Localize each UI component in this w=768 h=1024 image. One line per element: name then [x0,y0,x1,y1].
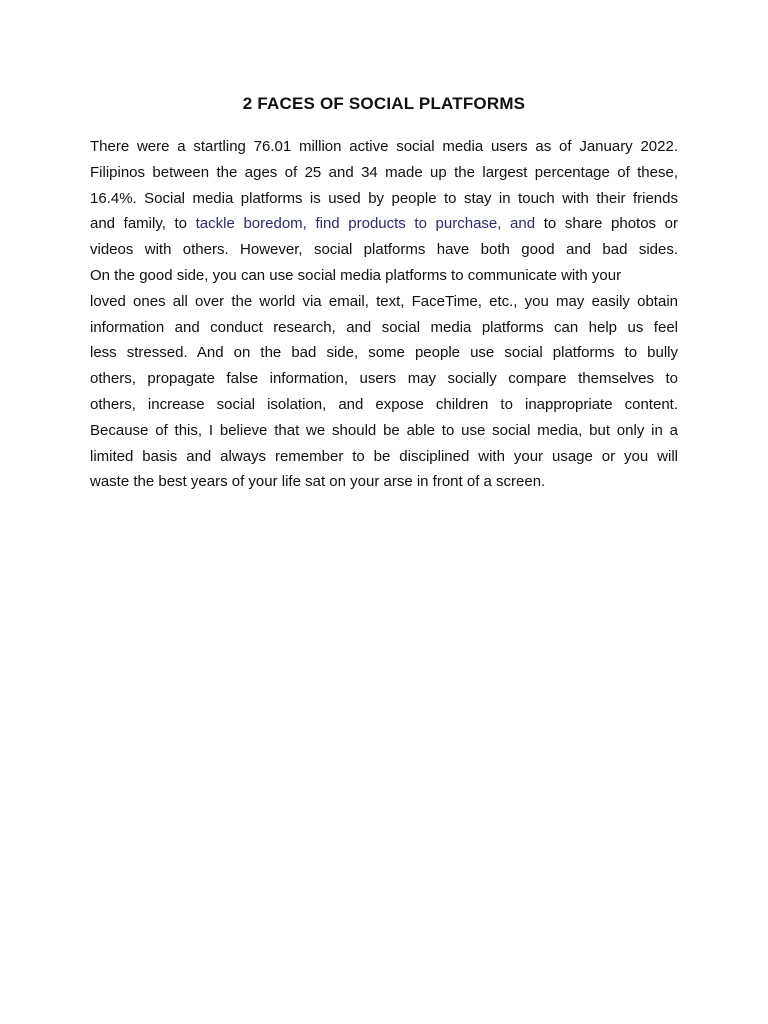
line-text-before: and family, to [90,215,196,233]
paragraph-line [90,211,678,237]
paragraph-line: waste the best years of your life sat on your arse in front of a screen. [90,473,546,491]
paragraph-line: limited basis and always remember to be disciplined with your usage or you will [90,447,678,465]
paragraph-line: videos with others. However, social platforms have both good and bad sides. [90,241,678,259]
paragraph-line: Filipinos between the ages of 25 and 34 made up the largest percentage of these, [90,163,678,181]
paragraph-line: others, propagate false information, users may socially compare themselves to [90,370,678,388]
paragraph-line: There were a startling 76.01 million active social media users as of January 2022. [90,138,678,155]
highlighted-phrase: tackle boredom, find products to purchase, and [195,215,536,233]
paragraph-line: less stressed. And on the bad side, some people use social platforms to bully [90,344,678,362]
document-title: 2 FACES OF SOCIAL PLATFORMS [242,94,526,113]
paragraph-line: loved ones all over the world via email, text, FaceTime, etc., you may easily obtain [90,292,678,310]
paragraph-line: Because of this, I believe that we should be able to use social media, but only in a [90,421,678,439]
line-text-after: to share photos or [535,215,679,233]
paragraph-line: 16.4%. Social media platforms is used by people to stay in touch with their friends [90,189,678,207]
paragraph-line: On the good side, you can use social media platforms to communicate with your [90,266,622,284]
paragraph-line: others, increase social isolation, and expose children to inappropriate content. [90,395,678,413]
document-body [90,134,678,495]
paragraph-line: information and conduct research, and social media platforms can help us feel [90,318,678,336]
